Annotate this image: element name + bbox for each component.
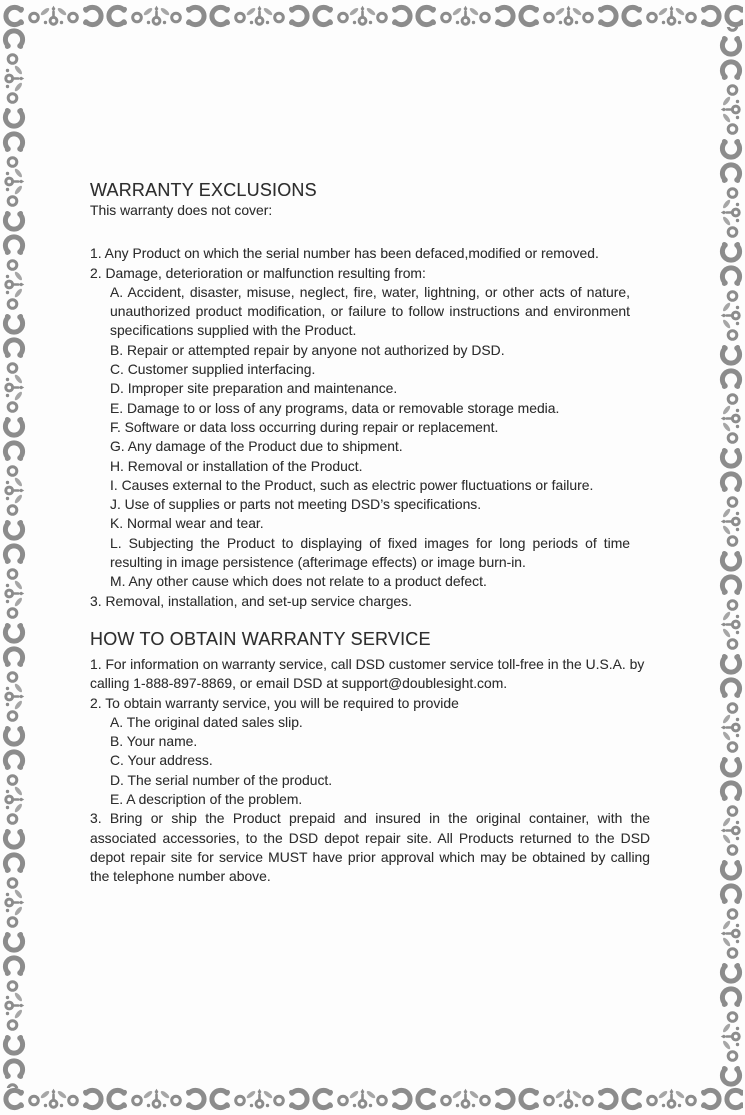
list-item: M. Any other cause which does not relate to a product defect. — [110, 573, 487, 590]
list-item: 2. Damage, deterioration or malfunction resulting from: — [90, 264, 426, 281]
list-item: 2. To obtain warranty service, you will be required to provide — [90, 694, 459, 711]
list-item: C. Customer supplied interfacing. — [110, 361, 316, 378]
list-item: J. Use of supplies or parts not meeting DSD’s specifications. — [110, 496, 482, 513]
list-item: 3. Bring or ship the Product prepaid and insured in the original container, with the associated accessories, to the DSD depot repair site. All Products returned to the DSD depot repair site for service MUST have prior approval which may be obtained by calling the telephone number above. — [90, 810, 650, 885]
list-item: D. Improper site preparation and maintenance. — [110, 380, 398, 397]
list-item: A. Accident, disaster, misuse, neglect, fire, water, lightning, or other acts of nature, unauthorized product modification, or failure to follow instructions and environment specifications supplied with the Product. — [110, 283, 630, 339]
page-content — [90, 180, 650, 887]
list-item: D. The serial number of the product. — [110, 771, 333, 788]
list-item: B. Repair or attempted repair by anyone not authorized by DSD. — [110, 341, 505, 358]
warranty-exclusions-section — [90, 180, 650, 611]
service-list — [90, 655, 650, 887]
list-item: E. A description of the problem. — [110, 791, 303, 808]
list-item: I. Causes external to the Product, such as electric power fluctuations or failure. — [110, 476, 594, 493]
decorative-border-top — [2, 4, 743, 28]
warranty-service-section — [90, 629, 650, 887]
list-item: B. Your name. — [110, 733, 198, 750]
list-item: 1. For information on warranty service, call DSD customer service toll-free in the U.S.A. by calling 1-888-897-8869, or email DSD at support@doublesight.com. — [90, 655, 645, 692]
section-heading-warranty-exclusions: WARRANTY EXCLUSIONS — [90, 180, 317, 200]
list-item: L. Subjecting the Product to displaying of fixed images for long periods of time resulting in image persistence (afterimage effects) or image burn-in. — [110, 534, 630, 571]
list-item: 1. Any Product on which the serial number has been defaced,modified or removed. — [90, 245, 599, 262]
decorative-border-right — [719, 27, 743, 1088]
exclusions-list — [90, 244, 650, 611]
list-item: A. The original dated sales slip. — [110, 713, 303, 730]
list-item: H. Removal or installation of the Product. — [110, 457, 363, 474]
list-item: K. Normal wear and tear. — [110, 515, 264, 532]
list-item: G. Any damage of the Product due to shipment. — [110, 438, 403, 455]
list-item: C. Your address. — [110, 752, 213, 769]
decorative-border-left — [2, 27, 26, 1088]
decorative-border-bottom — [2, 1087, 743, 1111]
list-item: 3. Removal, installation, and set-up service charges. — [90, 592, 412, 609]
list-item: F. Software or data loss occurring during repair or replacement. — [110, 418, 499, 435]
list-item: E. Damage to or loss of any programs, data or removable storage media. — [110, 399, 560, 416]
section-heading-warranty-service: HOW TO OBTAIN WARRANTY SERVICE — [90, 628, 431, 649]
intro-line: This warranty does not cover: — [90, 202, 273, 218]
